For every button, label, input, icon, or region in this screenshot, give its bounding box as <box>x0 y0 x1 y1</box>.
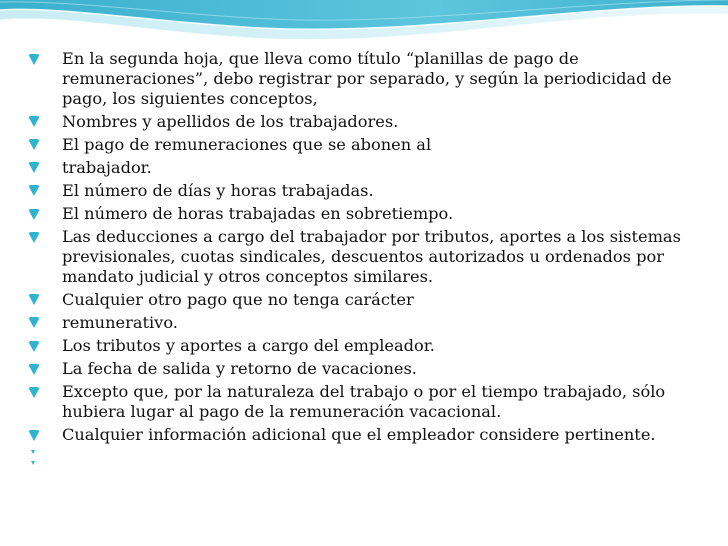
list-item <box>22 336 712 356</box>
bullet-icon <box>28 54 40 65</box>
list-item-text: Cualquier información adicional que el empleador considere pertinente. <box>62 425 656 445</box>
empty-list-item <box>22 448 712 457</box>
bullet-icon <box>28 294 40 305</box>
bullet-icon <box>31 450 35 454</box>
list-item-text: Los tributos y aportes a cargo del empleador. <box>62 336 435 356</box>
list-item-text: En la segunda hoja, que lleva como título “planillas de pago de remuneraciones”, debo registrar por separado, y según la periodicidad de pago, los siguientes conceptos, <box>62 49 672 108</box>
list-item <box>22 204 712 224</box>
list-item-text: Nombres y apellidos de los trabajadores. <box>62 111 399 131</box>
list-item <box>22 382 712 422</box>
list-item <box>22 313 712 333</box>
bullet-icon <box>28 185 40 196</box>
bullet-icon <box>28 364 40 375</box>
list-item <box>22 227 712 286</box>
list-item <box>22 158 712 178</box>
bullet-icon <box>28 317 40 328</box>
list-item <box>22 135 712 155</box>
list-item <box>22 290 712 310</box>
bullet-icon <box>28 162 40 173</box>
bullet-icon <box>28 387 40 398</box>
bullet-icon <box>28 341 40 352</box>
bullet-icon <box>28 116 40 127</box>
list-item-text: Las deducciones a cargo del trabajador por tributos, aportes a los sistemas previsionales, cuotas sindicales, descuentos autorizados u ordenados por mandato judicial y otros conceptos similares. <box>62 227 681 286</box>
bullet-icon <box>28 430 40 441</box>
list-item-text: El número de días y horas trabajadas. <box>62 180 374 200</box>
list-item <box>22 181 712 201</box>
list-item-text: remunerativo. <box>62 312 178 332</box>
bullet-icon <box>31 461 35 465</box>
list-item-text: La fecha de salida y retorno de vacaciones. <box>62 359 417 379</box>
list-item <box>22 112 712 132</box>
list-item <box>22 359 712 379</box>
list-item-text: Cualquier otro pago que no tenga carácter <box>62 289 414 309</box>
bullet-icon <box>28 139 40 150</box>
list-item <box>22 425 712 445</box>
list-item-text: Excepto que, por la naturaleza del trabajo o por el tiempo trabajado, sólo hubiera lugar al pago de la remuneración vacacional. <box>62 382 666 422</box>
list-item-text: trabajador. <box>62 157 152 177</box>
list-item-text: El pago de remuneraciones que se abonen al <box>62 134 432 154</box>
bullet-icon <box>28 232 40 243</box>
bullet-icon <box>28 209 40 220</box>
bullet-list <box>22 49 712 470</box>
empty-list-item <box>22 459 712 468</box>
list-item <box>22 49 712 108</box>
list-item-text: El número de horas trabajadas en sobretiempo. <box>62 204 454 224</box>
